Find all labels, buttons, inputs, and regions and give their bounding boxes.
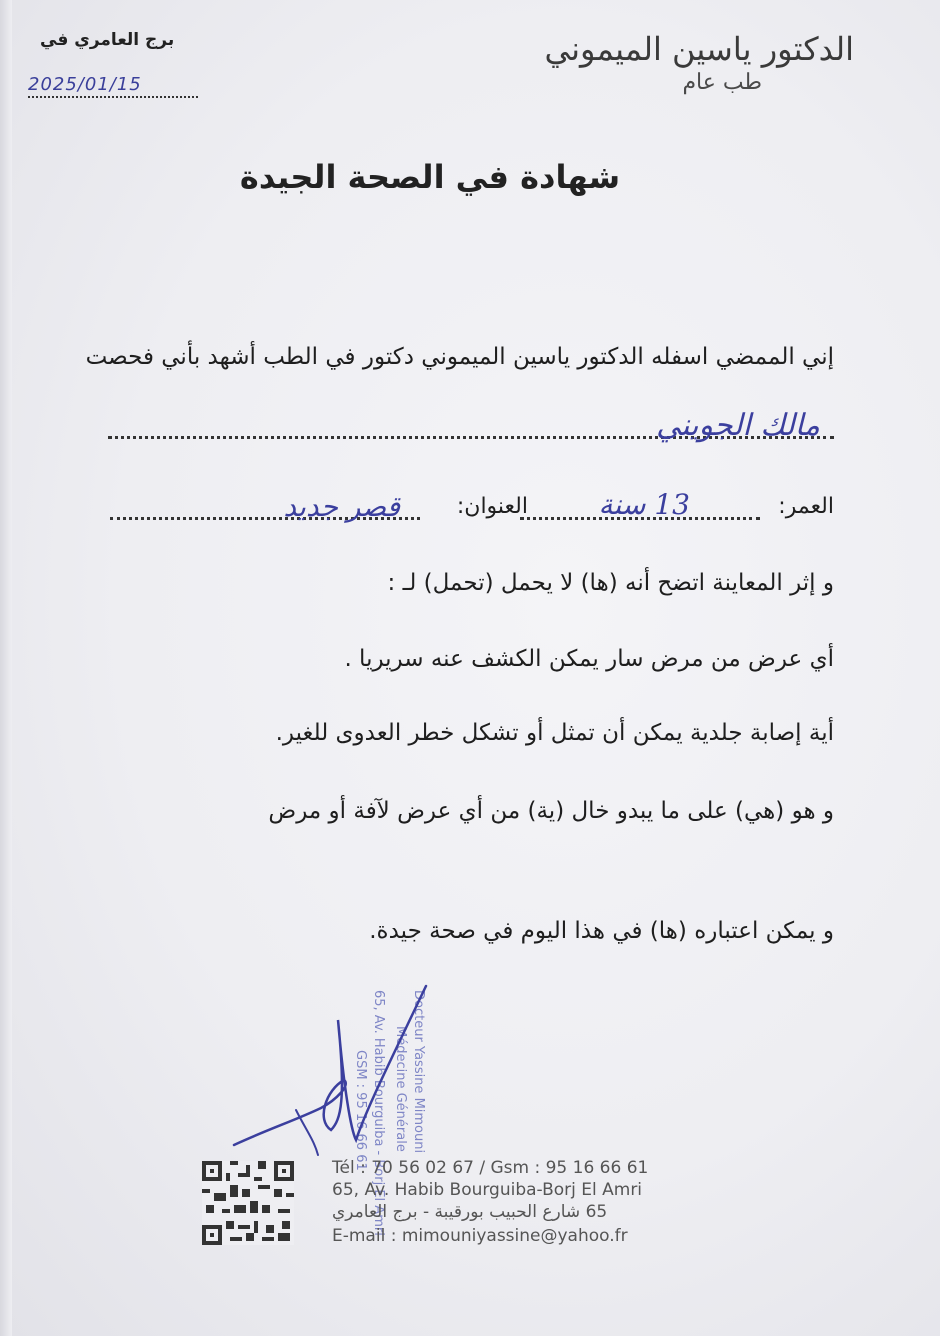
handwritten-date: 2025/01/15: [28, 74, 142, 95]
stamp-line-2: Médecine Générale: [393, 1026, 408, 1152]
address-label: العنوان:: [456, 494, 528, 519]
patient-name-handwritten: مالك الجويني: [656, 408, 820, 443]
age-label: العمر:: [778, 494, 834, 519]
doctor-name: الدكتور ياسين الميموني: [544, 30, 854, 68]
footer-phone: Tél : 70 56 02 67 / Gsm : 95 16 66 61: [332, 1158, 649, 1178]
declaration-line: إني الممضي اسفله الدكتور ياسين الميموني دكتور في الطب أشهد بأني فحصت: [85, 344, 834, 370]
condition-line-1: أي عرض من مرض سار يمكن الكشف عنه سريريا .: [344, 646, 834, 672]
stamp-line-1: Docteur Yassine Mimouni: [411, 990, 426, 1154]
condition-line-2: أية إصابة جلدية يمكن أن تمثل أو تشكل خطر العدوى للغير.: [275, 720, 834, 746]
stamp-line-4: GSM : 95 16 66 61: [353, 1050, 368, 1171]
certificate-title: شهادة في الصحة الجيدة: [239, 158, 621, 196]
handwritten-signature: [226, 980, 456, 1180]
doctor-specialty: طب عام: [682, 70, 762, 95]
address-handwritten: قصر جديد: [283, 490, 400, 523]
footer-address-ar: 65 شارع الحبيب بورقيبة - برج العامري: [332, 1202, 608, 1222]
conclusion-line: و يمكن اعتباره (ها) في هذا اليوم في صحة جيدة.: [369, 918, 834, 944]
stamp-line-3: 65, Av. Habib Bourguiba - Borj El Amri: [371, 990, 386, 1236]
paper-edge: [0, 0, 12, 1336]
footer-email: E-mail : mimouniyassine@yahoo.fr: [332, 1226, 628, 1246]
condition-line-3: و هو (هي) على ما يبدو خال (ية) من أي عرض لآفة أو مرض: [268, 798, 834, 824]
examination-line: و إثر المعاينة اتضح أنه (ها) لا يحمل (تحمل) لـ :: [387, 570, 834, 596]
qr-code: [202, 1160, 294, 1246]
place-label: برج العامري في: [40, 30, 175, 50]
age-handwritten: 13 سنة: [598, 488, 690, 521]
footer-address-fr: 65, Av. Habib Bourguiba-Borj El Amri: [332, 1180, 643, 1200]
date-dotted-line: [28, 96, 198, 98]
